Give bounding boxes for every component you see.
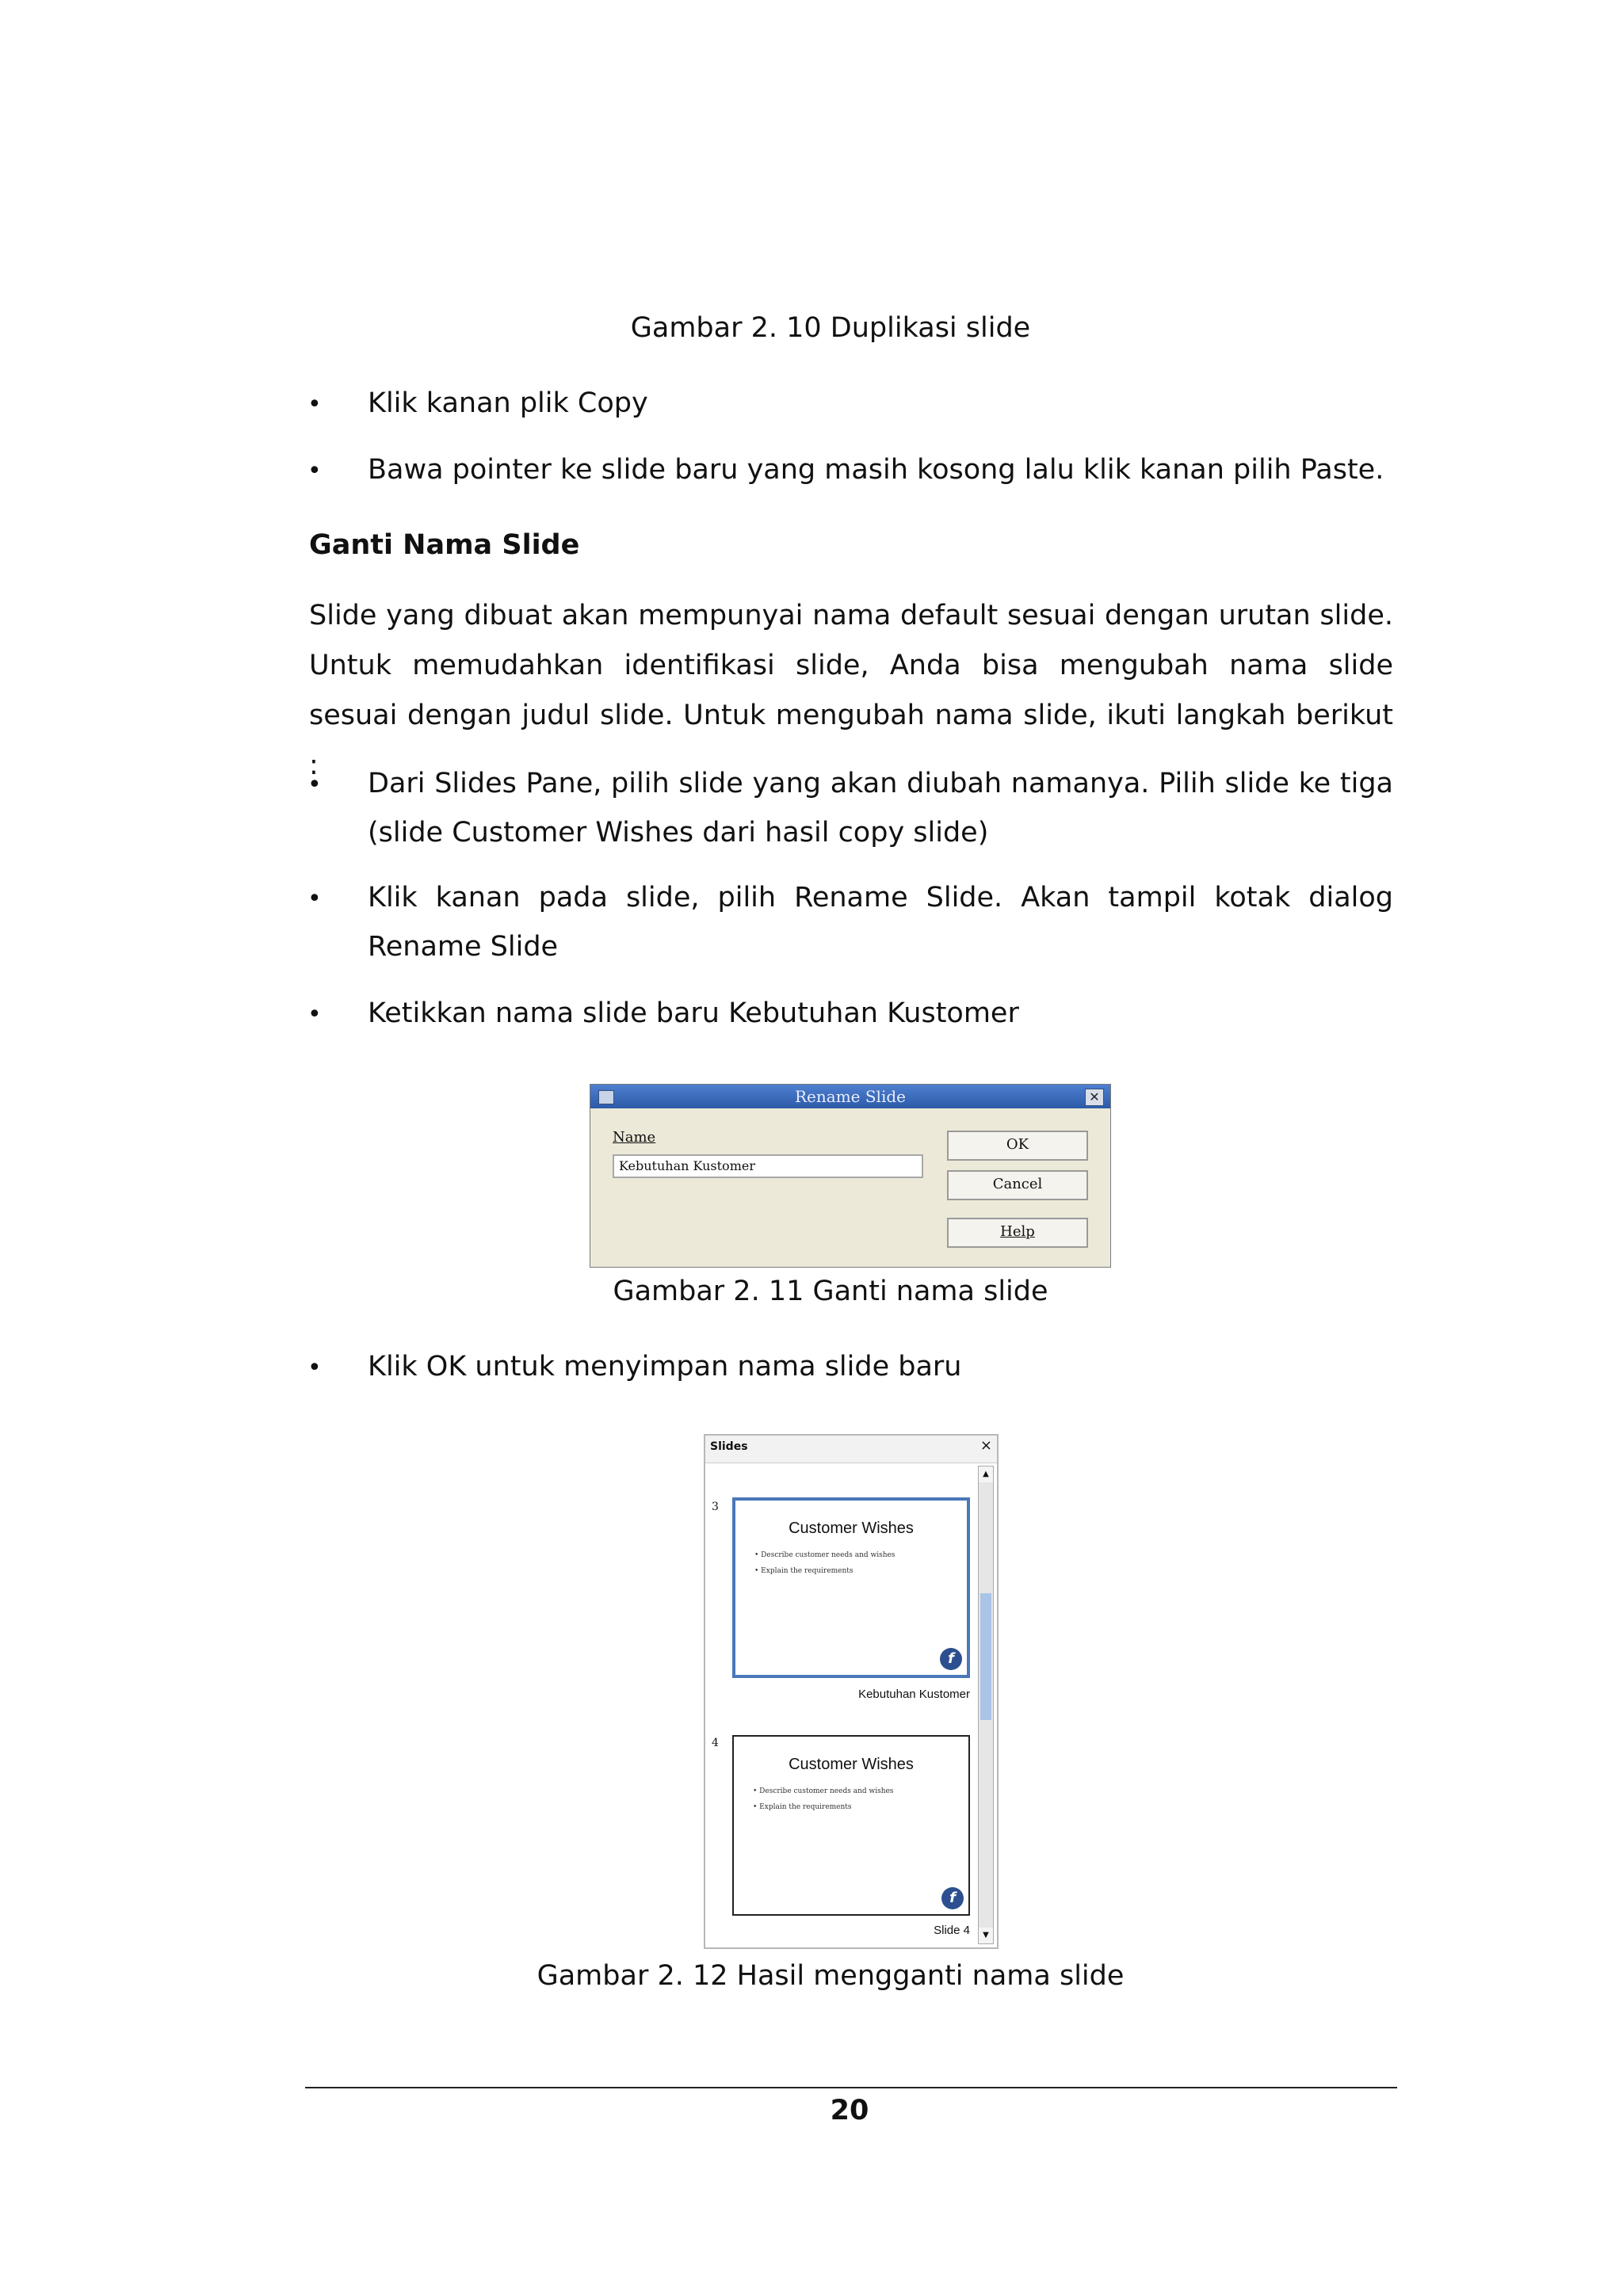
slide-bullet: • Explain the requirements [753,1803,852,1811]
scroll-up-icon[interactable]: ▲ [979,1466,993,1482]
logo-icon: f [940,1648,962,1670]
slide-bullet: • Explain the requirements [754,1567,854,1575]
slide-thumbnail-4[interactable] [732,1735,970,1916]
slide-number: 4 [712,1737,719,1749]
slide-bullet: • Describe customer needs and wishes [753,1787,894,1795]
rename-slide-dialog [590,1084,1111,1268]
slide-name: Slide 4 [934,1924,970,1937]
slide-title: Customer Wishes [789,1520,914,1537]
bullet-icon [307,989,331,1039]
bullet-icon [307,759,331,810]
figure-caption-2-10: Gambar 2. 10 Duplikasi slide [630,312,1031,344]
ok-button[interactable]: OK [947,1131,1088,1161]
section-heading: Ganti Nama Slide [309,529,580,561]
footer-divider [305,2087,1397,2088]
slides-pane [704,1434,999,1949]
bullet-icon [307,445,331,496]
name-field[interactable]: Kebutuhan Kustomer [613,1154,923,1178]
name-label: Name [613,1129,656,1146]
help-button[interactable]: Help [947,1218,1088,1248]
bullet-icon [307,1342,331,1393]
bullet-icon [307,873,331,924]
slides-pane-header [705,1436,997,1463]
scrollbar-thumb[interactable] [980,1593,991,1720]
slide-bullet: • Describe customer needs and wishes [754,1551,896,1559]
dialog-title: Rename Slide [795,1087,906,1106]
cancel-button[interactable]: Cancel [947,1170,1088,1200]
scroll-down-icon[interactable]: ▼ [979,1928,993,1943]
slides-pane-title: Slides [710,1440,748,1453]
close-icon[interactable]: × [980,1437,992,1454]
dialog-titlebar [590,1085,1110,1108]
slide-name: Kebutuhan Kustomer [858,1688,970,1701]
figure-caption-2-12: Gambar 2. 12 Hasil mengganti nama slide [537,1960,1125,1992]
slide-thumbnail-3[interactable] [732,1497,970,1678]
slide-number: 3 [712,1501,719,1513]
logo-icon: f [941,1887,964,1909]
page-number: 20 [830,2095,869,2126]
close-icon[interactable]: ✕ [1085,1089,1104,1106]
bullet-icon [307,379,331,429]
vertical-scrollbar[interactable] [978,1466,994,1944]
figure-caption-2-11: Gambar 2. 11 Ganti nama slide [613,1276,1048,1307]
document-page: Gambar 2. 10 Duplikasi slide • Klik kanan plik Copy • Bawa pointer ke slide baru yang masih kosong lalu klik kanan pilih Paste. Ganti Nama Slide Slide yang dibuat akan mempunyai nama default sesuai dengan urutan slide. Untuk memudahkan identifikasi slide, Anda bisa mengubah nama slide sesuai dengan judul slide. Untuk mengubah nama slide, ikuti langkah berikut : • Dari Slides Pane, pilih slide yang akan diubah namanya. Pilih slide ke tiga (slide Customer Wishes dari hasil copy slide) • Klik kanan pada slide, pilih Rename Slide. Akan tampil kotak dialog Rename Slide • Ketikkan nama slide baru Kebutuhan Kustomer Rename Slide ✕ Name Kebutuhan Kustomer OK Cancel Help Gambar 2. 11 Ganti nama slide • Klik OK untuk menyimpan nama slide baru Slides × ▲ ▼ 3 Customer Wishes • Describe customer needs and wishes • Explain the requirements f Kebutuhan Kustomer 4 Customer Wishes • Describe customer needs and wishes • Explain the requirements f Slide 4 Gambar 2. 12 Hasil mengganti nama slide 20 [0,0,1623,2296]
body-paragraph: Slide yang dibuat akan mempunyai nama default sesuai dengan urutan slide. Untuk memudahkan identifikasi slide, Anda bisa mengubah nama slide sesuai dengan judul slide. Untuk mengubah nama slide, ikuti langkah berikut : [309,600,1393,781]
slide-title: Customer Wishes [789,1756,914,1773]
